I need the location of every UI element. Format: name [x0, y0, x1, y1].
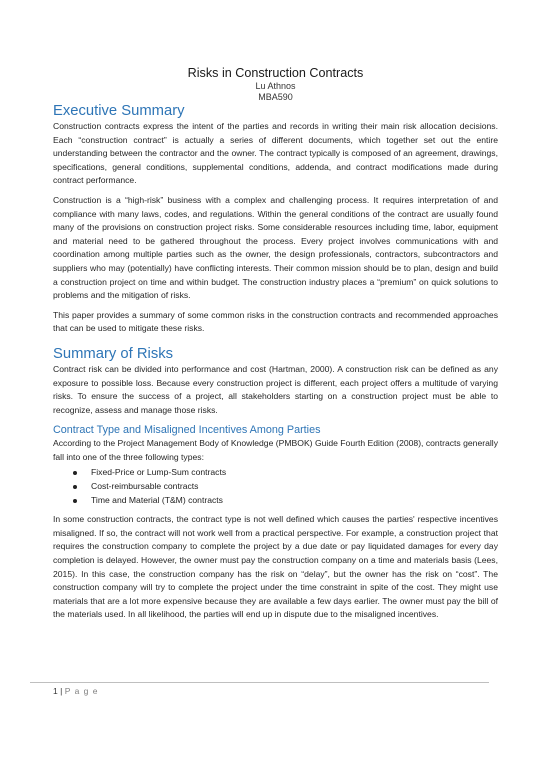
exec-summary-paragraph-1: Construction contracts express the intent of the parties and records in writing their main risk allocation decisions. Each “construction contract” is actually a series of different documents, which together set out the entire understanding between the contractor and the owner. The contract typically is composed of an agreement, drawings, specifications, general conditions, supplemental conditions, addenda, and contract modifications made during contract performance. [53, 121, 498, 186]
page-number: 1 [53, 686, 58, 696]
summary-risks-paragraph-1: Contract risk can be divided into performance and cost (Hartman, 2000). A construction risk can be defined as any exposure to possible loss. Because every construction project is different, each project offers a multitude of varying risks. To ensure the success of a project, all stakeholders starting on a construction project must be able to recognize, assess and manage those risks. [53, 363, 498, 415]
page-label: P a g e [64, 686, 99, 696]
heading-contract-type: Contract Type and Misaligned Incentives Among Parties [53, 424, 321, 437]
contract-type-paragraph-2: In some construction contracts, the contract type is not well defined which causes the parties' respective incentives misaligned. If so, the contract will not work well from a practical perspective. For example, a construction project that requires the construction company to complete the project by a due date or pay liquidated damages for every day completion is delayed. However, the owner must pay the construction company on a time and materials basis (Lees, 2015). In this case, the construction company has the risk on “delay”, but the owner has the risk on “cost”. The construction company will try to complete the project under the time constraint in spite of the cost. They might use materials that are a lot more expensive because they are available a few days earlier. The owner must pay the bill of the materials used. In all likelihood, the parties will end up in dispute due to the misaligned incentives. [53, 514, 498, 620]
contract-type-paragraph-1: According to the Project Management Body of Knowledge (PMBOK) Guide Fourth Edition (2008), contracts generally fall into one of the three following types: [53, 438, 498, 462]
title-block [53, 66, 498, 103]
list-item: Fixed-Price or Lump-Sum contracts [73, 466, 498, 480]
page-content [53, 66, 498, 628]
list-item: Cost-reimbursable contracts [73, 480, 498, 494]
exec-summary-paragraph-3: This paper provides a summary of some common risks in the construction contracts and recommended approaches that can be used to mitigate these risks. [53, 309, 498, 334]
list-item: Time and Material (T&M) contracts [73, 494, 498, 508]
page-footer [53, 686, 99, 696]
heading-summary-of-risks: Summary of Risks [53, 345, 174, 362]
exec-summary-paragraph-2: Construction is a “high-risk” business with a complex and challenging process. It requires interpretation of and compliance with many laws, codes, and regulations. Within the general conditions of the contract are usually found many of the provisions on construction project risks. Some considerable resources including time, labor, equipment and material need to be gathered throughout the process. Every project involves communications with and coordination among multiple parties such as the owner, the design professionals, contractors, subcontractors and suppliers who may (potentially) have conflicting interests. Their common mission should be to plan, design and build a construction project on time and within budget. The construction industry places a “premium” on quick solutions to problems and the mitigation of risks. [53, 194, 498, 301]
author-name: Lu Athnos [255, 81, 296, 91]
contract-types-list [53, 466, 498, 507]
heading-executive-summary: Executive Summary [53, 103, 185, 119]
footer-divider [30, 682, 489, 683]
page-separator: | [60, 686, 63, 696]
document-title: Risks in Construction Contracts [187, 66, 364, 80]
course-code: MBA590 [258, 92, 293, 102]
